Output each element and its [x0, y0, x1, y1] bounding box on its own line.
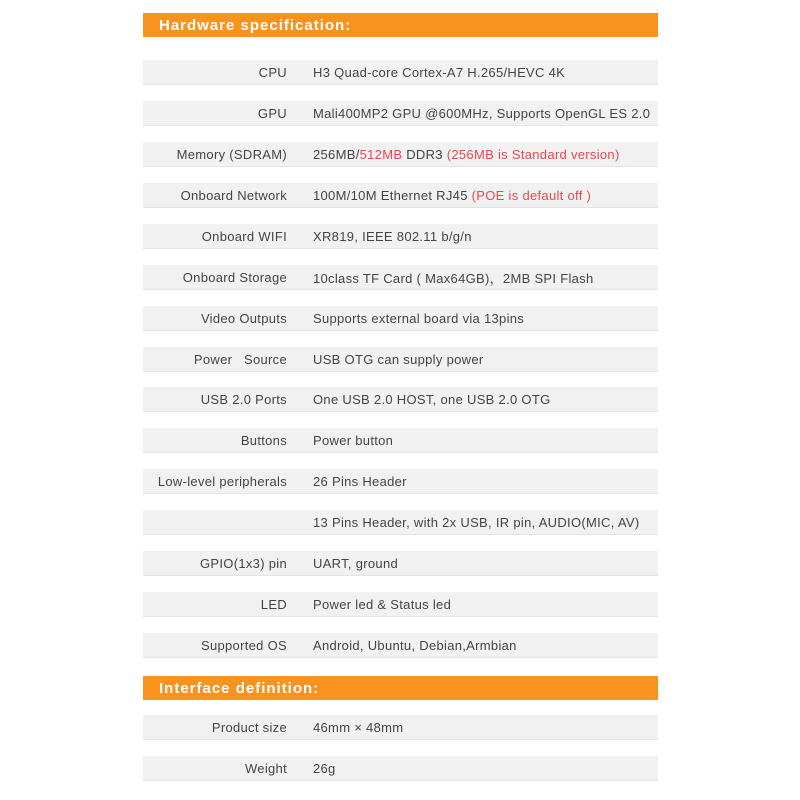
- spec-row-cpu: [143, 60, 658, 84]
- memory-value-note: (256MB is Standard version): [446, 146, 620, 162]
- spec-label: Video Outputs: [200, 310, 287, 326]
- spec-row-network: [143, 183, 658, 207]
- spec-label: Weight: [244, 760, 287, 776]
- spec-value: Supports external board via 13pins: [313, 310, 525, 326]
- spec-label: Onboard WIFI: [201, 228, 287, 244]
- spec-row-led: [143, 592, 658, 616]
- spec-label: CPU: [258, 64, 287, 80]
- spec-value: 10class TF Card ( Max64GB)，2MB SPI Flash: [313, 270, 594, 286]
- spec-label: Supported OS: [201, 637, 287, 653]
- spec-label: Onboard Network: [180, 187, 287, 203]
- memory-value-part: DDR3: [402, 146, 447, 162]
- spec-row-usb: [143, 387, 658, 411]
- spec-value: 26 Pins Header: [313, 473, 407, 489]
- spec-label: Low-level peripherals: [157, 473, 287, 489]
- spec-row-os: [143, 633, 658, 657]
- hardware-spec-title: Hardware specification:: [159, 16, 352, 34]
- spec-value: Android, Ubuntu, Debian,Armbian: [313, 637, 517, 653]
- spec-row-wifi: [143, 224, 658, 248]
- interface-def-header: [143, 676, 658, 700]
- spec-row-buttons: [143, 428, 658, 452]
- network-value-note: (POE is default off ): [471, 187, 592, 203]
- spec-value: Mali400MP2 GPU @600MHz, Supports OpenGL ES 2.0: [313, 105, 651, 121]
- hardware-spec-header: [143, 13, 658, 37]
- interface-def-title: Interface definition:: [159, 679, 320, 697]
- memory-value-highlight: 512MB: [359, 146, 403, 162]
- spec-row-gpu: [143, 101, 658, 125]
- spec-row-weight: [143, 756, 658, 780]
- spec-value: 13 Pins Header, with 2x USB, IR pin, AUDIO(MIC, AV): [313, 514, 640, 530]
- spec-label: USB 2.0 Ports: [200, 391, 287, 407]
- spec-row-video: [143, 306, 658, 330]
- spec-value: XR819, IEEE 802.11 b/g/n: [313, 228, 472, 244]
- spec-label: Onboard Storage: [182, 269, 287, 285]
- spec-row-low-level: [143, 469, 658, 493]
- spec-value: 26g: [313, 760, 336, 776]
- spec-value: USB OTG can supply power: [313, 351, 484, 367]
- spec-value: Power led & Status led: [313, 596, 452, 612]
- spec-label: GPU: [257, 105, 287, 121]
- spec-row-low-level-2: [143, 510, 658, 534]
- spec-row-gpio: [143, 551, 658, 575]
- spec-label: Memory (SDRAM): [176, 146, 287, 162]
- spec-label: Product size: [211, 719, 287, 735]
- spec-row-storage: [143, 265, 658, 289]
- spec-value: Power button: [313, 432, 394, 448]
- network-value-part: 100M/10M Ethernet RJ45: [313, 187, 472, 203]
- spec-row-memory: [143, 142, 658, 166]
- spec-value: 46mm × 48mm: [313, 719, 404, 735]
- spec-value: [287, 188, 591, 203]
- spec-value: One USB 2.0 HOST, one USB 2.0 OTG: [313, 391, 551, 407]
- spec-value: [287, 147, 620, 162]
- memory-value-part: 256MB/: [313, 146, 360, 162]
- spec-label: Buttons: [240, 432, 287, 448]
- spec-label: LED: [260, 596, 287, 612]
- spec-label: GPIO(1x3) pin: [200, 555, 287, 571]
- spec-row-power: [143, 347, 658, 371]
- spec-value: H3 Quad-core Cortex-A7 H.265/HEVC 4K: [313, 64, 566, 80]
- spec-row-product-size: [143, 715, 658, 739]
- spec-value: UART, ground: [313, 555, 399, 571]
- spec-label: Power Source: [193, 351, 287, 367]
